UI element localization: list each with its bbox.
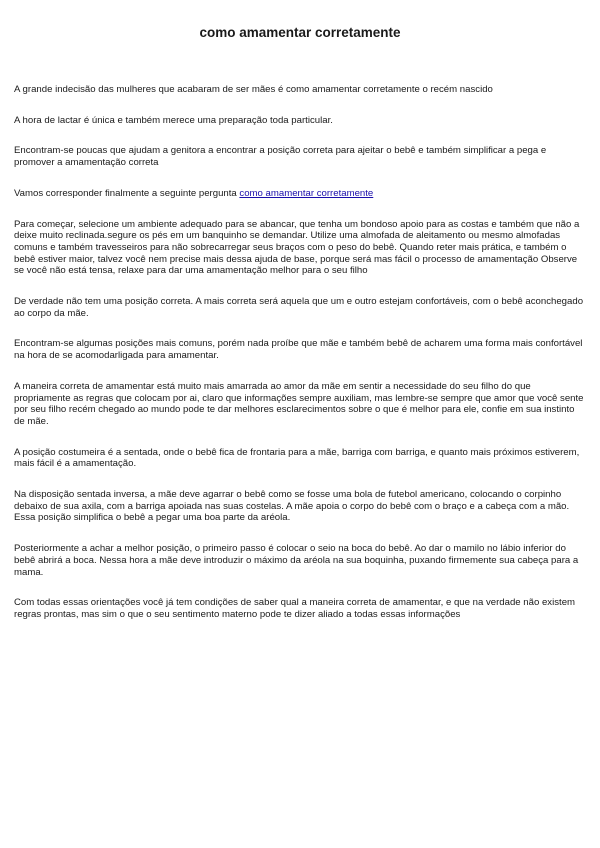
paragraph-10: Na disposição sentada inversa, a mãe deve agarrar o bebê como se fosse uma bola de futebol americano, colocando o corpinho debaixo de sua axila, com a barriga apoiada nas suas costelas. A mãe apoia o corpo do bebê com o braço e a cabeça com a mão. Essa posição simplifica o bebê a pegar uma boa parte da aréola. <box>14 489 570 524</box>
paragraph-4-text: Vamos corresponder finalmente a seguinte pergunta <box>14 187 240 199</box>
paragraph-8: A maneira correta de amamentar está muito mais amarrada ao amor da mãe em sentir a necessidade do seu filho do que propriamente as regras que colocam por ai, claro que informações sempre auxiliam, mas lembre-se sempre que amor que você sente por seu filho recém chegado ao mundo pode te dar melhores esclarecimentos sobre o que é melhor para ele, confie em sua instinto de mãe. <box>14 380 584 427</box>
paragraph-5: Para começar, selecione um ambiente adequado para se abancar, que tenha um bondoso apoio para as costas e também que não a deixe muito reclinada.segure os pés em um banquinho se demandar. Utilize uma almofada de aleitamento ou mesmo almofadas comuns e também travesseiros para não sobrecarregar seus braços com o peso do bebê. Quando reter mais prática, e também o bebê estiver maior, talvez você nem precise mais dessa ajuda de base, porque será mas fácil o processo de amamentação Observe se você não está tensa, relaxe para dar uma amamentação melhor para o seu filho <box>14 218 580 277</box>
paragraph-6: De verdade não tem uma posição correta. A mais correta será aquela que um e outro estejam confortáveis, com o bebê aconchegado ao corpo da mãe. <box>14 296 584 319</box>
paragraph-11: Posteriormente a achar a melhor posição, o primeiro passo é colocar o seio na boca do bebê. Ao dar o mamilo no lábio inferior do bebê abrirá a boca. Nessa hora a mãe deve introduzir o máximo da aréola na sua boquinha, puxando firmemente sua cabeça para a mama. <box>14 543 579 578</box>
article-link[interactable]: como amamentar corretamente <box>239 187 374 199</box>
paragraph-2: A hora de lactar é única e também merece uma preparação toda particular. <box>14 114 333 126</box>
paragraph-7: Encontram-se algumas posições mais comuns, porém nada proíbe que mãe e também bebê de acharem uma forma mais confortável na hora de se acomodarligada para amamentar. <box>14 338 583 362</box>
page-title: como amamentar corretamente <box>199 25 401 40</box>
paragraph-9: A posição costumeira é a sentada, onde o bebê fica de frontaria para a mãe, barriga com barriga, e quanto mais próximos estiverem, mais fácil é a amamentação. <box>14 446 580 470</box>
paragraph-12: Com todas essas orientações você já tem condições de saber qual a maneira correta de amamentar, e que na verdade não existem regras prontas, mas sim o que o seu sentimento materno pode te dizer aliado a todas essas informações <box>14 597 576 620</box>
document-body <box>14 84 586 640</box>
paragraph-1: A grande indecisão das mulheres que acabaram de ser mães é como amamentar corretamente o recém nascido <box>14 84 493 95</box>
paragraph-4 <box>14 188 586 200</box>
paragraph-3: Encontram-se poucas que ajudam a genitora a encontrar a posição correta para ajeitar o bebê e também simplificar a pega e promover a amamentação correta <box>14 145 547 169</box>
